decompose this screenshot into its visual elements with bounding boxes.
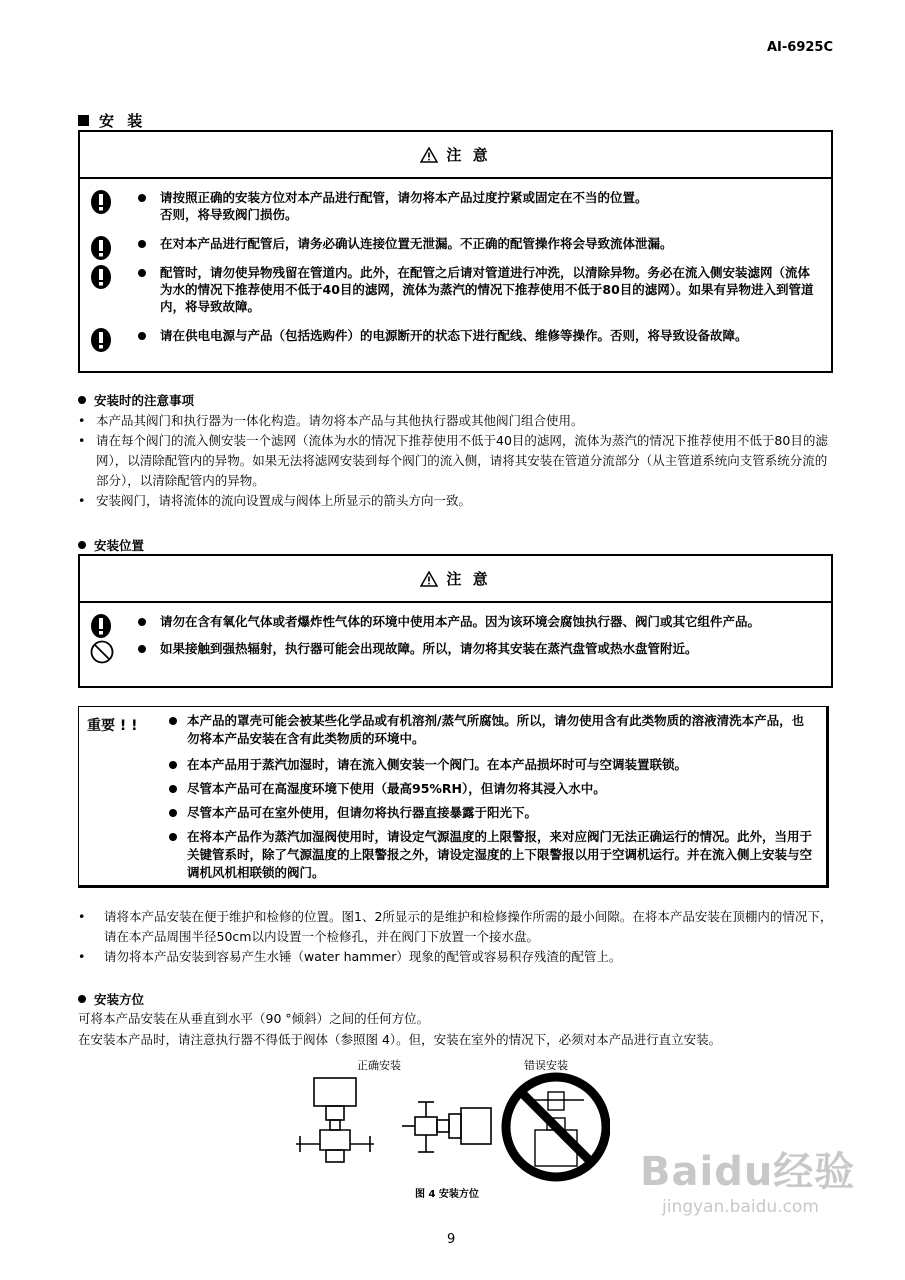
- label-correct: 正确安装: [357, 1059, 401, 1072]
- bullet-dot-icon: [169, 809, 177, 817]
- caution-text: 请勿在含有氧化气体或者爆炸性气体的环境中使用本产品。因为该环境会腐蚀执行器、阀门或其它组件产品。: [160, 614, 761, 629]
- section-heading: [78, 110, 146, 131]
- list-item: • 安装阀门，请将流体的流向设置成与阀体上所显示的箭头方向一致。: [78, 491, 838, 511]
- installation-figure: [290, 1072, 610, 1187]
- wrong-installation-drawing: [506, 1077, 606, 1177]
- bullet-dot-icon: [138, 332, 146, 340]
- caution-text: 在对本产品进行配管后，请务必确认连接位置无泄漏。不正确的配管操作将会导致流体泄漏。: [160, 236, 673, 251]
- label-wrong: 错误安装: [524, 1059, 568, 1072]
- important-text: 在本产品用于蒸汽加湿时，请在流入侧安装一个阀门。在本产品损坏时可与空调装置联锁。: [187, 757, 688, 772]
- bullet-dot-icon: [138, 618, 146, 626]
- prohibited-icon: [90, 640, 114, 664]
- caution-text: 配管时，请勿使异物残留在管道内。此外，在配管之后请对管道进行冲洗，以清除异物。务必在流入侧安装滤网（流体为水的情况下推荐使用不低于40目的滤网，流体为蒸汽的情况下推荐使用不低于80目的滤网）。如果有异物进入到管道内，将导致故障。: [160, 265, 814, 314]
- list-item: • 请勿将本产品安装到容易产生水锤（water hammer）现象的配管或容易积存残渣的配管上。: [78, 947, 838, 967]
- bullet-dot-icon: [78, 541, 86, 549]
- bullet-dot-icon: [169, 717, 177, 725]
- caution-item: [80, 640, 831, 657]
- bullet-dot-icon: [138, 194, 146, 202]
- important-item: [167, 712, 816, 748]
- section-title: 安 装: [99, 112, 147, 130]
- watermark: [640, 1140, 855, 1217]
- caution-item: [80, 613, 831, 630]
- caution-item: [80, 264, 831, 315]
- caution-item: [80, 235, 831, 252]
- exclamation-icon: [90, 189, 112, 215]
- watermark-brand: Baidu经验: [640, 1149, 856, 1195]
- caution-text: 请在供电电源与产品（包括选购件）的电源断开的状态下进行配线、维修等操作。否则，将导致设备故障。: [160, 328, 748, 343]
- figure-caption: 图 4 安装方位: [415, 1189, 479, 1200]
- bullet-dot-icon: [138, 240, 146, 248]
- important-title: 重要 ! !: [87, 718, 138, 734]
- exclamation-icon: [90, 327, 112, 353]
- watermark-url: jingyan.baidu.com: [662, 1197, 819, 1217]
- important-text: 本产品的罩壳可能会被某些化学品或有机溶剂/蒸气所腐蚀。所以，请勿使用含有此类物质的溶液清洗本产品，也勿将本产品安装在含有此类物质的环境中。: [187, 713, 805, 746]
- caution-text: 请按照正确的安装方位对本产品进行配管，请勿将本产品过度拧紧或固定在不当的位置。: [160, 190, 648, 205]
- warning-triangle-icon: [420, 571, 438, 587]
- warning-triangle-icon: [420, 147, 438, 163]
- caution-item: [80, 327, 831, 344]
- caution-header-text: 注 意: [446, 570, 491, 588]
- list-item: • 请在每个阀门的流入侧安装一个滤网（流体为水的情况下推荐使用不低于40目的滤网，流体为蒸汽的情况下推荐使用不低于80目的滤网），以清除配管内的异物。如果无法将滤网安装到每个阀门的流入侧，请将其安装在管道分流部分（从主管道系统向支管系统分流的部分），以清除配管内的异物。: [78, 431, 838, 491]
- square-bullet-icon: [78, 115, 89, 126]
- important-item: [167, 756, 816, 774]
- caution-header-text: 注 意: [446, 146, 491, 164]
- bullet-dot-icon: [138, 645, 146, 653]
- caution-text-continued: 否则，将导致阀门损伤。: [160, 207, 298, 222]
- caution-text: 如果接触到强热辐射，执行器可能会出现故障。所以，请勿将其安装在蒸汽盘管或热水盘管附近。: [160, 641, 698, 656]
- bullet-dot-icon: [169, 833, 177, 841]
- orientation-paragraph: 可将本产品安装在从垂直到水平（90 °倾斜）之间的任何方位。: [78, 1011, 430, 1026]
- list-item: • 本产品其阀门和执行器为一体化构造。请勿将本产品与其他执行器或其他阀门组合使用。: [78, 411, 838, 431]
- bullet-dot-icon: [78, 995, 86, 1003]
- exclamation-icon: [90, 235, 112, 261]
- caution-item: [80, 189, 831, 223]
- notes-list: [78, 411, 838, 511]
- page-number: 9: [447, 1232, 456, 1247]
- caution-box-1: [78, 130, 833, 373]
- position-heading: [78, 536, 144, 554]
- orientation-text: [78, 1008, 838, 1050]
- list-item: • 请将本产品安装在便于维护和检修的位置。图1、2所显示的是维护和检修操作所需的最小间隙。在将本产品安装在顶棚内的情况下，请在本产品周围半径50cm以内设置一个检修孔，并在阀门下放置一个接水盘。: [78, 907, 838, 947]
- important-text: 在将本产品作为蒸汽加湿阀使用时，请设定气源温度的上限警报，来对应阀门无法正确运行的情况。此外，当用于关键管系时，除了气源温度的上限警报之外，请设定湿度的上下限警报以用于空调机运行。并在流入侧上安装与空调机风机相联锁的阀门。: [187, 829, 813, 880]
- orientation-paragraph: 在安装本产品时，请注意执行器不得低于阀体（参照图 4）。但，安装在室外的情况下，必须对本产品进行直立安装。: [78, 1032, 722, 1047]
- important-item: [167, 828, 816, 882]
- bullet-dot-icon: [138, 269, 146, 277]
- caution-box-2: [78, 554, 833, 688]
- notes-heading-text: 安装时的注意事项: [94, 393, 195, 408]
- bullet-dot-icon: [169, 785, 177, 793]
- caution-header: [80, 556, 831, 603]
- location-notes: [78, 907, 838, 967]
- bullet-dot-icon: [169, 761, 177, 769]
- orientation-heading-text: 安装方位: [94, 992, 145, 1007]
- important-text: 尽管本产品可在室外使用，但请勿将执行器直接暴露于阳光下。: [187, 805, 538, 820]
- exclamation-icon: [90, 264, 112, 290]
- important-box: [78, 706, 829, 888]
- horizontal-valve-drawing: [402, 1102, 491, 1152]
- important-item: [167, 780, 816, 798]
- document-id: AI-6925C: [766, 40, 833, 55]
- exclamation-icon: [90, 613, 112, 639]
- important-text: 尽管本产品可在高湿度环境下使用（最高95%RH），但请勿将其浸入水中。: [187, 781, 606, 796]
- caution-header: [80, 132, 831, 179]
- notes-heading: [78, 391, 194, 409]
- orientation-heading: [78, 990, 144, 1008]
- position-heading-text: 安装位置: [94, 538, 145, 553]
- vertical-valve-drawing: [296, 1078, 374, 1162]
- important-item: [167, 804, 816, 822]
- bullet-dot-icon: [78, 396, 86, 404]
